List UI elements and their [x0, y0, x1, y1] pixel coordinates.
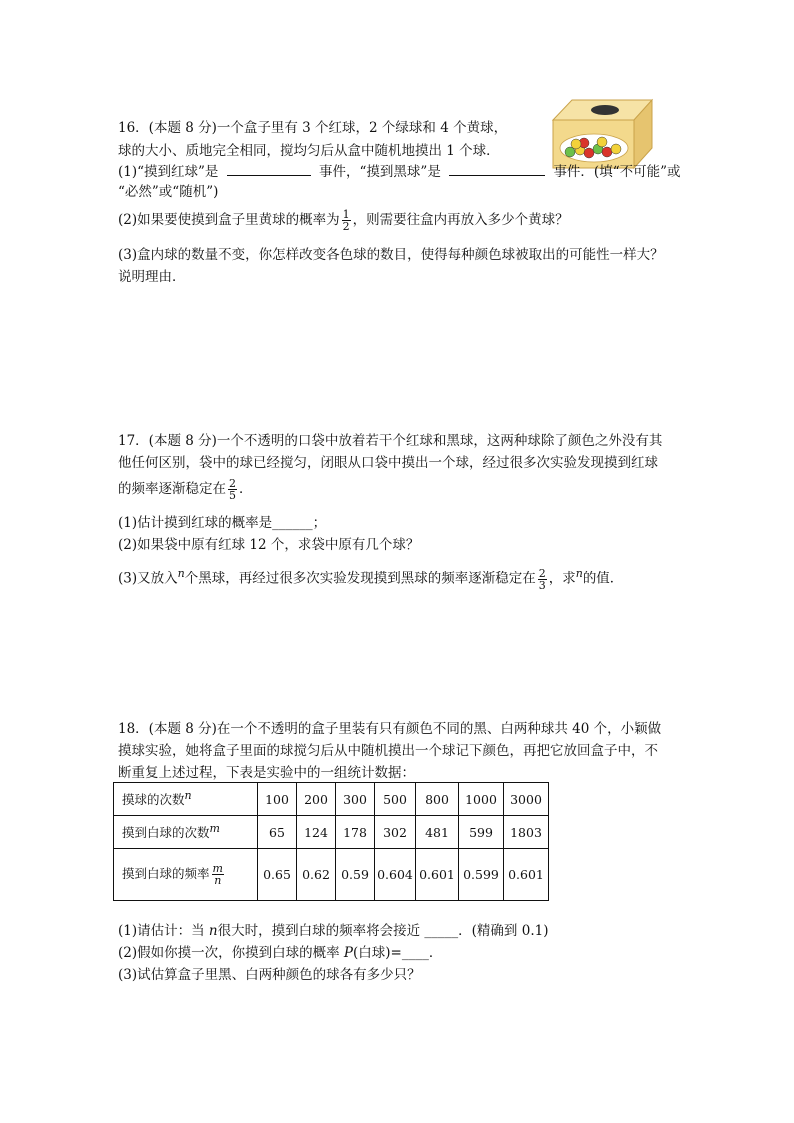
q16-fraction-half: $\frac{1}{2}$ [342, 208, 350, 233]
q17-part2: (2)如果袋中原有红球 12 个，求袋中原有几个球？ [118, 537, 420, 553]
q17-part3-text-c: ，求 [548, 570, 576, 587]
q17-part3-text-b: 个黑球，再经过很多次实验发现摸到黑球的频率逐渐稳定在 [184, 570, 536, 587]
q16-blank-1[interactable] [227, 163, 311, 176]
q16-part2 [118, 208, 569, 232]
q17-fraction-two-thirds: $\frac{2}{3}$ [538, 566, 546, 592]
q18-part1-text-b: 很大时，摸到白球的频率将会接近 _____．(精确到 0.1) [217, 923, 549, 939]
q16-blank-2[interactable] [449, 163, 545, 176]
q16-part2-text-a: (2)如果要使摸到盒子里黄球的概率为 [118, 212, 340, 228]
q16-part1-text-a: (1)“摸到红球”是 [118, 164, 219, 180]
table-cell: 124 [297, 816, 336, 849]
q16-part1 [118, 163, 681, 181]
table-row-trials [114, 783, 549, 816]
q16-part1-text-b: 事件，“摸到黑球”是 [319, 164, 441, 180]
table-cell: 1803 [504, 816, 549, 849]
table-cell: 500 [375, 783, 416, 816]
q17-part3-text-a: (3)又放入 [118, 570, 178, 587]
q18-part1 [118, 922, 548, 940]
q17-fraction-two-fifths: $\frac{2}{5}$ [229, 477, 236, 502]
q18-part2-text-b: (白球)=____． [353, 945, 443, 961]
experiment-data-table [113, 782, 549, 901]
table-cell: 0.65 [258, 849, 297, 901]
q18-part2-text-a: (2)假如你摸一次，你摸到白球的概率 [118, 945, 340, 961]
table-cell: 0.601 [504, 849, 549, 901]
q16-part1-text-c: 事件．(填“不可能”或 [553, 164, 681, 180]
table-cell: 302 [375, 816, 416, 849]
table-header-white-count: 摸到白球的次数m [114, 816, 258, 849]
table-cell: 100 [258, 783, 297, 816]
q17-part3 [118, 561, 623, 592]
table-header-white-frequency: 摸到白球的频率 $\frac{m}{n}$ [114, 849, 258, 901]
table-cell: 1000 [459, 783, 504, 816]
table-cell: 0.601 [416, 849, 459, 901]
q18-stem-line1: 18．(本题 8 分)在一个不透明的盒子里装有只有颜色不同的黑、白两种球共 40 个，小颖做 [118, 721, 662, 737]
q17-var-n: n [177, 567, 185, 580]
table-row-white-frequency [114, 849, 549, 901]
q18-part1-text-a: (1)请估计：当 [118, 923, 205, 939]
q17-var-n-2: n [575, 567, 583, 580]
table-cell: 65 [258, 816, 297, 849]
q18-stem-line2: 摸球实验，她将盒子里面的球搅匀后从中随机摸出一个球记下颜色，再把它放回盒子中，不 [118, 743, 658, 759]
q16-part3-line2: 说明理由． [118, 269, 186, 285]
table-cell: 178 [336, 816, 375, 849]
table-cell: 481 [416, 816, 459, 849]
q16-part3-line1: (3)盒内球的数量不变，你怎样改变各色球的数目，使得每种颜色球被取出的可能性一样大？ [118, 247, 664, 263]
q16-stem-line1: 16．(本题 8 分)一个盒子里有 3 个红球，2 个绿球和 4 个黄球， [118, 120, 508, 136]
q18-var-p: P [343, 945, 354, 961]
q16-part1-cont: “必然”或“随机”) [118, 184, 219, 200]
q18-var-n: n [208, 923, 218, 939]
q16-stem-line2: 球的大小、质地完全相同，搅均匀后从盒中随机地摸出 1 个球． [118, 143, 500, 159]
table-cell: 0.604 [375, 849, 416, 901]
q17-stem-line3-text-a: 的频率逐渐稳定在 [118, 481, 226, 497]
q18-part2 [118, 944, 442, 962]
q18-part3: (3)试估算盒子里黑、白两种颜色的球各有多少只？ [118, 967, 421, 983]
q17-stem-line1: 17．(本题 8 分)一个不透明的口袋中放着若干个红球和黑球，这两种球除了颜色之外没有其 [118, 433, 663, 449]
q17-part3-text-d: 的值． [582, 570, 624, 587]
table-cell: 300 [336, 783, 375, 816]
q17-stem-line3-text-b: ． [239, 481, 253, 497]
table-header-trials: 摸球的次数n [114, 783, 258, 816]
table-cell: 800 [416, 783, 459, 816]
q17-stem-line2: 他任何区别，袋中的球已经搅匀，闭眼从口袋中摸出一个球，经过很多次实验发现摸到红球 [118, 455, 658, 471]
ball-box-illustration [550, 98, 654, 170]
q18-stem-line3: 断重复上述过程，下表是实验中的一组统计数据： [118, 765, 415, 781]
table-cell: 3000 [504, 783, 549, 816]
q16-part2-text-b: ，则需要往盒内再放入多少个黄球？ [352, 212, 569, 228]
q17-part1: (1)估计摸到红球的概率是______； [118, 515, 327, 531]
table-cell: 200 [297, 783, 336, 816]
table-row-white-count [114, 816, 549, 849]
table-cell: 599 [459, 816, 504, 849]
table-cell: 0.59 [336, 849, 375, 901]
q17-stem-line3 [118, 476, 253, 502]
table-cell: 0.599 [459, 849, 504, 901]
table-cell: 0.62 [297, 849, 336, 901]
